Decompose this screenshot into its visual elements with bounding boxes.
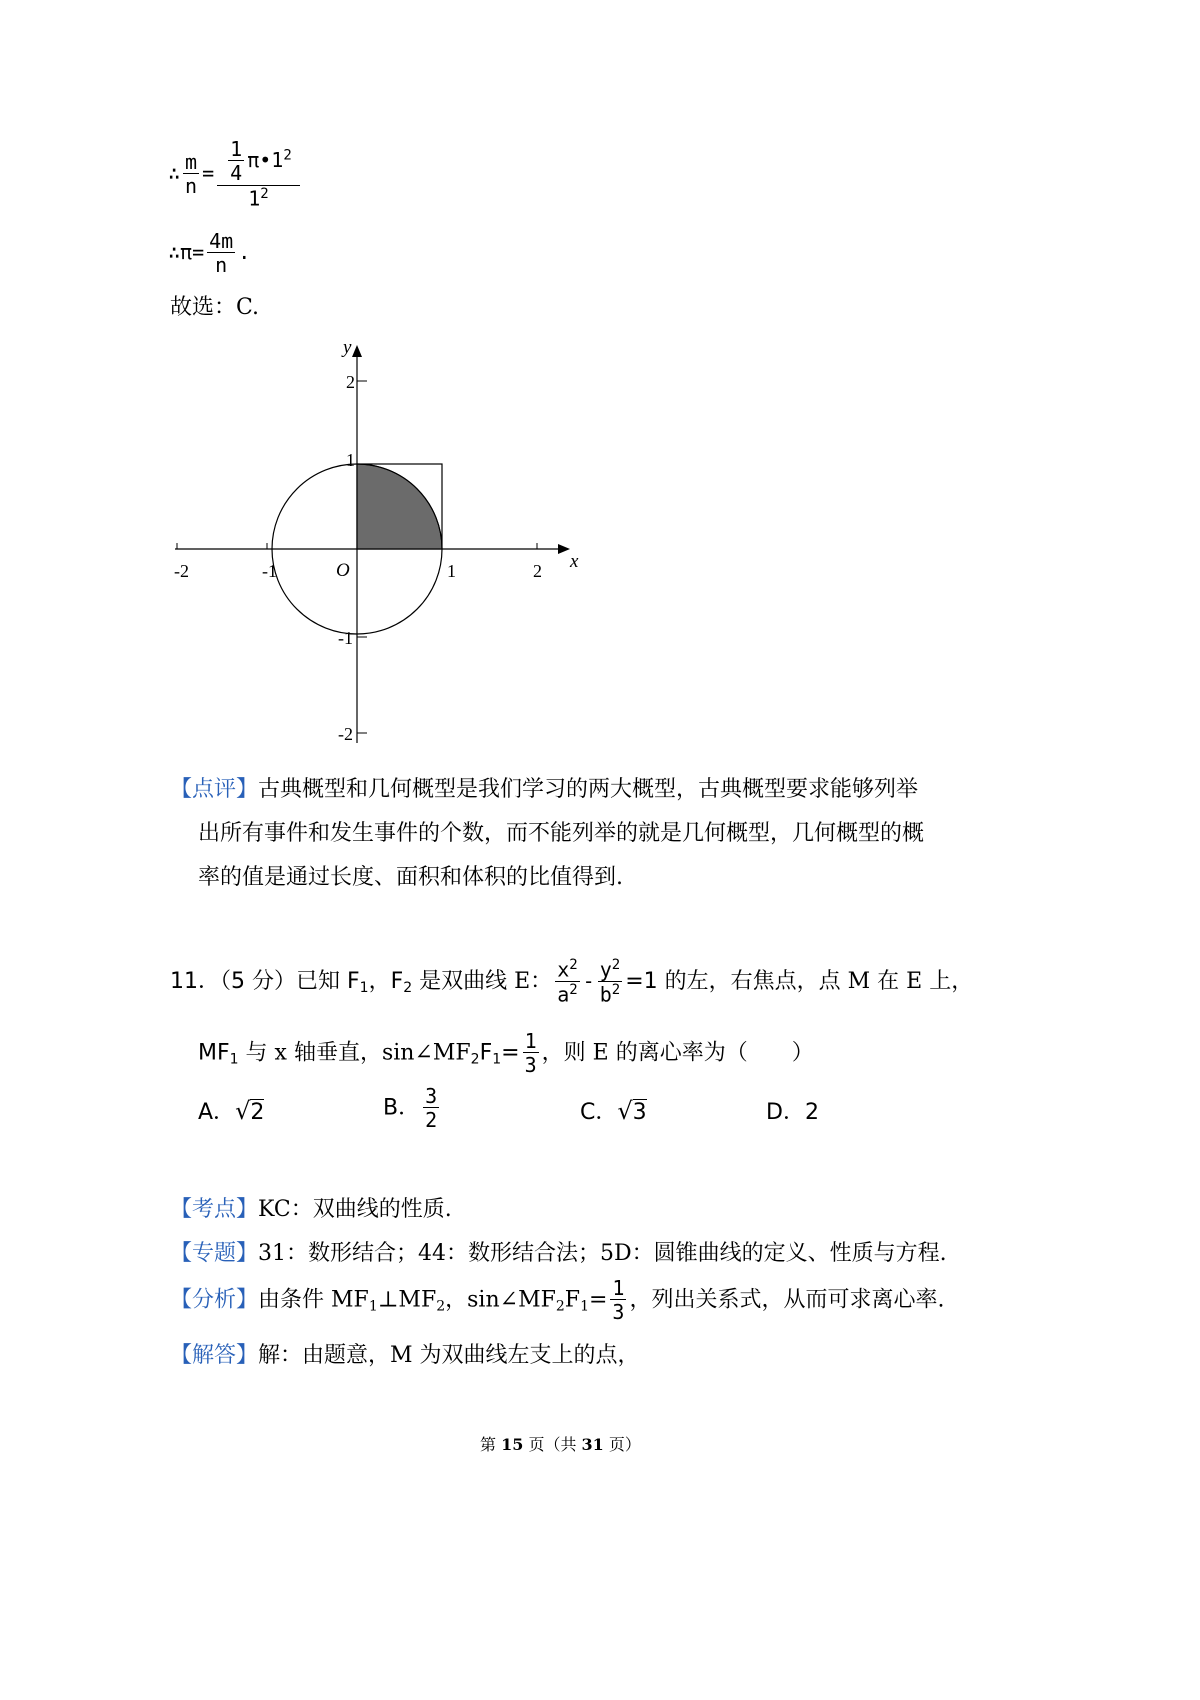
- shaded-quarter-circle: [357, 464, 442, 549]
- jieda-line: 【解答】解：由题意，M 为双曲线左支上的点，: [170, 1343, 640, 1368]
- fraction-x2-a2: $\frac{x^2}{a^2}$: [557, 957, 578, 1007]
- x-tick-label: 1: [447, 561, 456, 581]
- fraction-three-halves: $\frac{3}{2}$: [425, 1084, 438, 1132]
- formula-pi-estimate: ∴π= $\frac{4m}{n}$ .: [168, 229, 251, 277]
- zhuanti-line: 【专题】31：数形结合；44：数形结合法；5D：圆锥曲线的定义、性质与方程.: [170, 1241, 947, 1266]
- x-tick-label: 2: [533, 561, 542, 581]
- x-axis-arrow-icon: [558, 544, 570, 554]
- sqrt-icon: √: [235, 1097, 251, 1125]
- coordinate-graph: [160, 335, 600, 755]
- fraction-one-third: $\frac{1}{3}$: [524, 1029, 537, 1077]
- x-axis-label: x: [570, 551, 579, 572]
- fenxi-line: 【分析】由条件 $MF_1\perp MF_2$，$\sin\angle MF_2F_1=$ $\frac{1}{3}$ ，列出关系式，从而可求离心率.: [170, 1276, 945, 1324]
- y-tick-label: 1: [346, 450, 355, 470]
- y-tick-label: -1: [338, 628, 353, 648]
- option-d[interactable]: D．2: [766, 1100, 819, 1125]
- x-tick-label: -2: [174, 561, 189, 581]
- option-b[interactable]: B． $\frac{3}{2}$: [383, 1084, 438, 1132]
- fraction-quarter: $\frac{1}{4}$: [230, 137, 243, 185]
- option-a[interactable]: A．√2: [198, 1097, 265, 1125]
- therefore-symbol: ∴: [168, 160, 181, 185]
- question-11-condition: $MF_1$ 与 x 轴垂直，$\sin\angle MF_2F_1=$ $\frac{1}{3}$ ，则 E 的离心率为（ ）: [198, 1029, 814, 1077]
- origin-label: O: [336, 560, 350, 581]
- sqrt-icon: √: [617, 1097, 633, 1125]
- comment-tag: 【点评】: [170, 777, 259, 802]
- y-tick-label: -2: [338, 724, 353, 744]
- page-number: 15: [501, 1435, 524, 1454]
- page-footer: 第 15 页（共 31 页）: [480, 1435, 641, 1454]
- fraction-m-over-n: $\frac{m}{n}$: [185, 149, 198, 198]
- total-pages: 31: [581, 1435, 604, 1454]
- option-c[interactable]: C．√3: [580, 1097, 647, 1125]
- question-11-stem: 11．（5 分）已知 $F_1$，$F_2$ 是双曲线 E： $\frac{x^2}{a^2}$ - $\frac{y^2}{b^2}$ =1 的左，右焦点，点 M 在 E 上，: [170, 957, 974, 1007]
- comment-block: 【点评】古典概型和几何概型是我们学习的两大概型，古典概型要求能够列举 出所有事件和发生事件的个数，而不能列举的就是几何概型，几何概型的概 率的值是通过长度、面积和体积的比值得到.: [170, 777, 925, 890]
- fraction-area-ratio: $\frac{1}{4}$ $\pi•1^2$ $1^2$: [217, 138, 300, 211]
- y-axis-arrow-icon: [352, 345, 362, 357]
- answer-select: 故选：C.: [170, 295, 260, 320]
- y-tick-label: 2: [346, 372, 355, 392]
- x-tick-label: -1: [262, 561, 277, 581]
- fraction-y2-b2: $\frac{y^2}{b^2}$: [599, 957, 621, 1007]
- kaodian-line: 【考点】KC：双曲线的性质.: [170, 1197, 452, 1222]
- fraction-one-third: $\frac{1}{3}$: [612, 1276, 625, 1324]
- formula-probability-ratio: ∴ $\frac{m}{n}$ = $\frac{1}{4}$ $\pi•1^2$ $1^2$: [168, 138, 303, 211]
- y-axis-label: y: [343, 337, 352, 358]
- fraction-4m-over-n: $\frac{4m}{n}$: [209, 229, 234, 277]
